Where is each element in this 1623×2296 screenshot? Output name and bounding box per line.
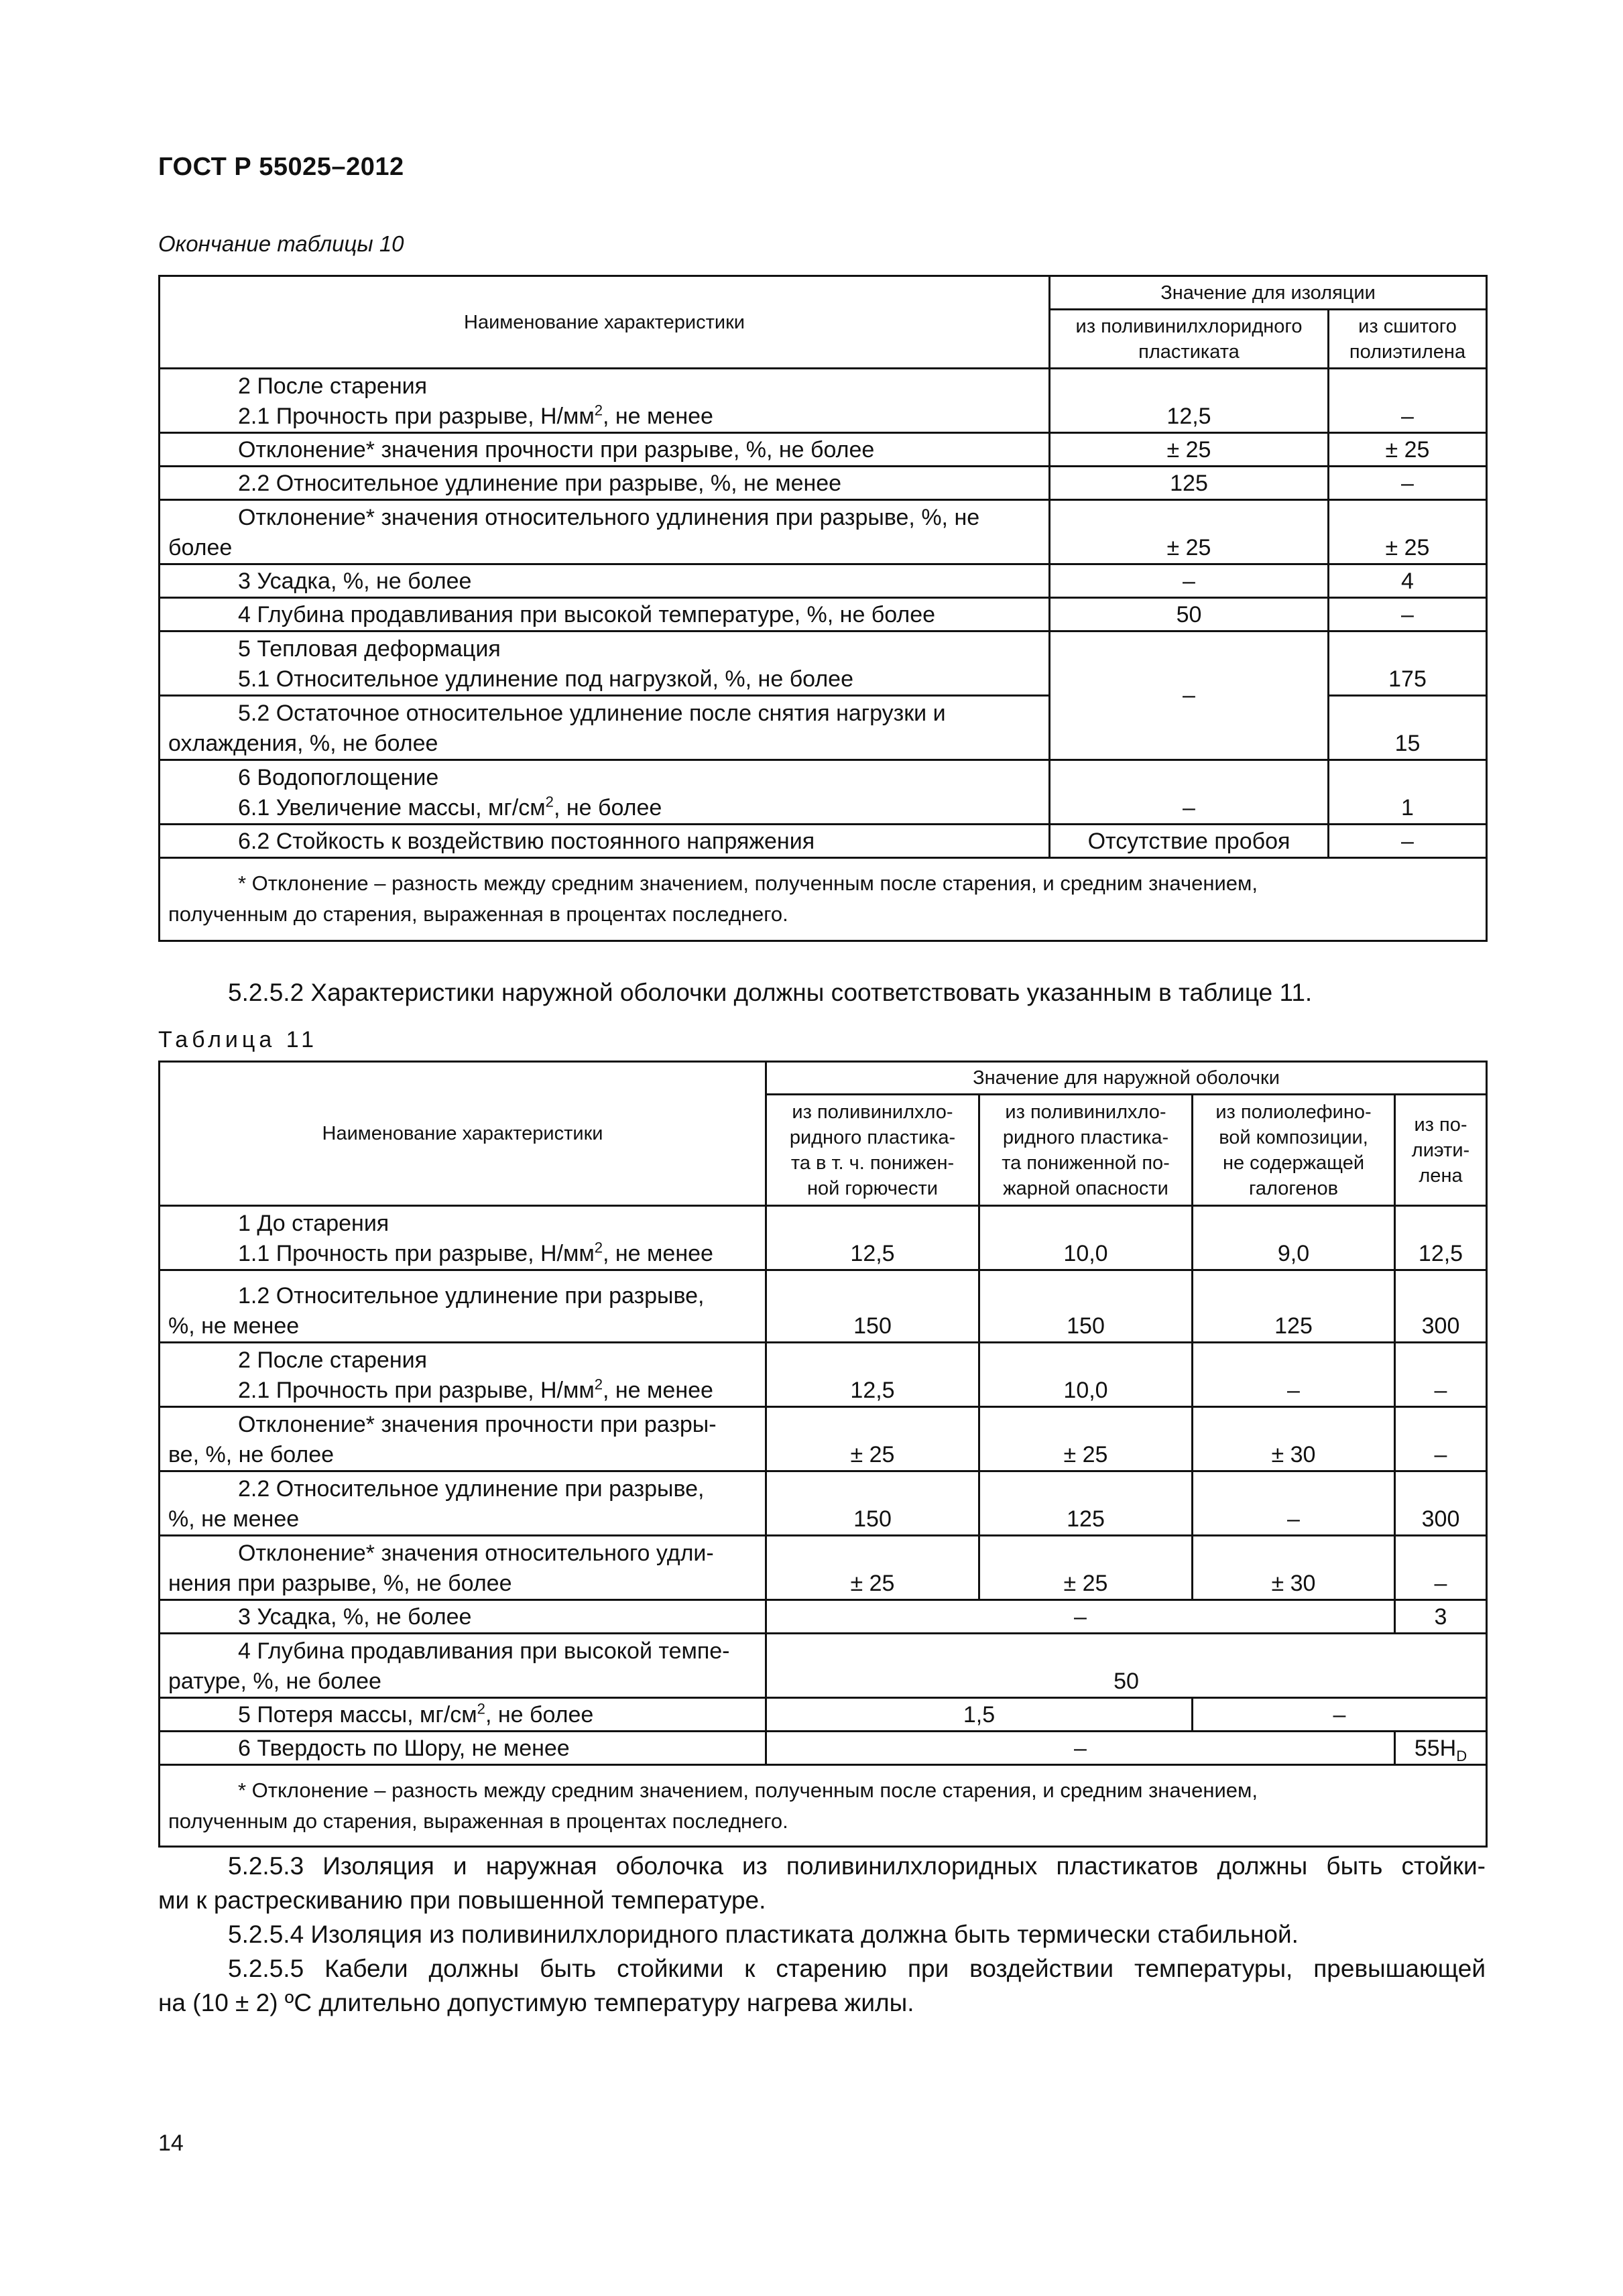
t11-cell: ± 25 bbox=[766, 1536, 979, 1600]
table-row bbox=[160, 1471, 1487, 1536]
t11-cell: ± 30 bbox=[1193, 1407, 1395, 1471]
t11-cell: – bbox=[1395, 1343, 1487, 1407]
table-row bbox=[160, 369, 1487, 433]
t11-cell-merged: – bbox=[766, 1600, 1395, 1634]
table-row bbox=[160, 1698, 1487, 1732]
t10-cell: – bbox=[1329, 825, 1487, 858]
t11-cell: 9,0 bbox=[1193, 1206, 1395, 1270]
table-row bbox=[160, 1343, 1487, 1407]
t11-cell-merged: 1,5 bbox=[766, 1698, 1193, 1732]
t11-cell: 12,5 bbox=[766, 1206, 979, 1270]
t11-cell: 150 bbox=[766, 1270, 979, 1343]
t10-cell: – bbox=[1050, 564, 1329, 598]
t10-cell: – bbox=[1050, 760, 1329, 825]
t11-cell: 150 bbox=[979, 1270, 1193, 1343]
table-row bbox=[160, 1732, 1487, 1765]
t11-group-header: Значение для наружной оболочки bbox=[766, 1062, 1487, 1095]
t10-col-xlpe: из сшитого полиэтилена bbox=[1329, 310, 1487, 369]
t10-row-name: Отклонение* значения прочности при разрыве, %, не более bbox=[160, 433, 1050, 467]
t11-row-name: 5 Потеря массы, $мг/см^2$, не более bbox=[160, 1698, 766, 1732]
t11-cell: 300 bbox=[1395, 1471, 1487, 1536]
t11-col-2: из поливинилхло- ридного пластика- та пониженной по- жарной опасности bbox=[979, 1095, 1193, 1206]
t11-row-name: 1 До старения 1.1 Прочность при разрыве, $Н/мм^2$, не менее bbox=[160, 1206, 766, 1270]
t11-row-name: 3 Усадка, %, не более bbox=[160, 1600, 766, 1634]
page-number: 14 bbox=[158, 2130, 184, 2156]
t10-cell: – bbox=[1329, 467, 1487, 500]
t10-cell: 1 bbox=[1329, 760, 1487, 825]
t11-cell-merged: – bbox=[766, 1732, 1395, 1765]
table-row bbox=[160, 631, 1487, 696]
t11-cell: ± 25 bbox=[979, 1536, 1193, 1600]
t10-cell: ± 25 bbox=[1050, 500, 1329, 564]
t11-cell: 12,5 bbox=[766, 1343, 979, 1407]
table-row bbox=[160, 500, 1487, 564]
t10-col-pvc: из поливинилхлоридного пластиката bbox=[1050, 310, 1329, 369]
table-row bbox=[160, 1206, 1487, 1270]
t11-cell: 10,0 bbox=[979, 1343, 1193, 1407]
t11-col-3: из полиолефино- вой композиции, не содержащей галогенов bbox=[1193, 1095, 1395, 1206]
t11-cell: 150 bbox=[766, 1471, 979, 1536]
t11-row-name: Отклонение* значения прочности при разры- ве, %, не более bbox=[160, 1407, 766, 1471]
t10-name-header: Наименование характеристики bbox=[160, 276, 1050, 369]
t11-cell: 3 bbox=[1395, 1600, 1487, 1634]
t10-cell-merged: – bbox=[1050, 631, 1329, 760]
table-row bbox=[160, 1600, 1487, 1634]
table-row bbox=[160, 1634, 1487, 1698]
t11-cell: ± 25 bbox=[979, 1407, 1193, 1471]
t11-col-1: из поливинилхло- ридного пластика- та в т. ч. понижен- ной горючести bbox=[766, 1095, 979, 1206]
t10-cell: – bbox=[1329, 598, 1487, 631]
table-row bbox=[160, 1270, 1487, 1343]
t10-row-name: 2.2 Относительное удлинение при разрыве, %, не менее bbox=[160, 467, 1050, 500]
t10-cell: 12,5 bbox=[1050, 369, 1329, 433]
t10-row-name: 3 Усадка, %, не более bbox=[160, 564, 1050, 598]
table-row bbox=[160, 1407, 1487, 1471]
t11-cell-merged: – bbox=[1193, 1698, 1487, 1732]
t10-row-name: 2 После старения 2.1 Прочность при разрыве, $Н/мм^2$, не менее bbox=[160, 369, 1050, 433]
paragraph-5-2-5-3: 5.2.5.3 Изоляция и наружная оболочка из поливинилхлоридных пластикатов должны быть стойки- ми к растрескиванию при повышенной температуре. bbox=[158, 1852, 1486, 1914]
t11-cell: $55H_D$ bbox=[1395, 1732, 1487, 1765]
t10-cell: ± 25 bbox=[1050, 433, 1329, 467]
table-row bbox=[160, 467, 1487, 500]
t11-cell: ± 30 bbox=[1193, 1536, 1395, 1600]
t11-cell: – bbox=[1395, 1407, 1487, 1471]
t11-cell: 125 bbox=[979, 1471, 1193, 1536]
table-row bbox=[160, 433, 1487, 467]
table-11 bbox=[158, 1061, 1488, 1848]
t11-row-name: 6 Твердость по Шору, не менее bbox=[160, 1732, 766, 1765]
table10-caption: Окончание таблицы 10 bbox=[158, 231, 404, 256]
paragraph-5-2-5-2: 5.2.5.2 Характеристики наружной оболочки должны соответствовать указанным в таблице 11. bbox=[228, 979, 1313, 1006]
table-row bbox=[160, 1536, 1487, 1600]
t10-cell: Отсутствие пробоя bbox=[1050, 825, 1329, 858]
paragraph-5-2-5-5: 5.2.5.5 Кабели должны быть стойкими к старению при воздействии температуры, превышающей на (10 ± 2) ºС длительно допустимую температуру нагрева жилы. bbox=[158, 1955, 1486, 2016]
t10-cell: ± 25 bbox=[1329, 433, 1487, 467]
table-row bbox=[160, 598, 1487, 631]
t11-cell: ± 25 bbox=[766, 1407, 979, 1471]
paragraph-5-2-5-4: 5.2.5.4 Изоляция из поливинилхлоридного пластиката должна быть термически стабильной. bbox=[228, 1921, 1299, 1948]
t11-cell: – bbox=[1395, 1536, 1487, 1600]
t10-group-header: Значение для изоляции bbox=[1050, 276, 1487, 310]
t11-cell: 125 bbox=[1193, 1270, 1395, 1343]
t11-row-name: Отклонение* значения относительного удли- нения при разрыве, %, не более bbox=[160, 1536, 766, 1600]
document-header: ГОСТ Р 55025–2012 bbox=[158, 153, 404, 181]
table-row bbox=[160, 760, 1487, 825]
table-row bbox=[160, 825, 1487, 858]
t11-col-4: из по- лиэти- лена bbox=[1395, 1095, 1487, 1206]
t10-row-name: 5 Тепловая деформация 5.1 Относительное удлинение под нагрузкой, %, не более bbox=[160, 631, 1050, 696]
t10-cell: ± 25 bbox=[1329, 500, 1487, 564]
t11-cell: – bbox=[1193, 1343, 1395, 1407]
t10-cell: 175 bbox=[1329, 631, 1487, 696]
t11-footnote: * Отклонение – разность между средним значением, полученным после старения, и средним значением, полученным до старения, выраженная в процентах последнего. bbox=[160, 1765, 1487, 1847]
t10-footnote: * Отклонение – разность между средним значением, полученным после старения, и средним значением, полученным до старения, выраженная в процентах последнего. bbox=[160, 858, 1487, 941]
t11-row-name: 1.2 Относительное удлинение при разрыве, %, не менее bbox=[160, 1270, 766, 1343]
t10-row-name: 4 Глубина продавливания при высокой температуре, %, не более bbox=[160, 598, 1050, 631]
t10-cell: – bbox=[1329, 369, 1487, 433]
table-row bbox=[160, 564, 1487, 598]
t11-row-name: 2.2 Относительное удлинение при разрыве, %, не менее bbox=[160, 1471, 766, 1536]
t10-cell: 125 bbox=[1050, 467, 1329, 500]
t10-cell: 4 bbox=[1329, 564, 1487, 598]
t11-cell: 12,5 bbox=[1395, 1206, 1487, 1270]
t11-row-name: 2 После старения 2.1 Прочность при разрыве, $Н/мм^2$, не менее bbox=[160, 1343, 766, 1407]
t10-row-name: 6.2 Стойкость к воздействию постоянного напряжения bbox=[160, 825, 1050, 858]
t10-cell: 15 bbox=[1329, 696, 1487, 760]
t10-row-name: 6 Водопоглощение 6.1 Увеличение массы, $мг/см^2$, не более bbox=[160, 760, 1050, 825]
t11-cell: – bbox=[1193, 1471, 1395, 1536]
t11-cell: 300 bbox=[1395, 1270, 1487, 1343]
t10-cell: 50 bbox=[1050, 598, 1329, 631]
t11-row-name: 4 Глубина продавливания при высокой темпе- ратуре, %, не более bbox=[160, 1634, 766, 1698]
t11-cell: 10,0 bbox=[979, 1206, 1193, 1270]
t10-row-name: Отклонение* значения относительного удлинения при разрыве, %, не более bbox=[160, 500, 1050, 564]
t11-cell-merged: 50 bbox=[766, 1634, 1487, 1698]
t10-row-name: 5.2 Остаточное относительное удлинение после снятия нагрузки и охлаждения, %, не более bbox=[160, 696, 1050, 760]
t11-name-header: Наименование характеристики bbox=[160, 1062, 766, 1206]
table-10 bbox=[158, 275, 1488, 942]
table11-label: Таблица 11 bbox=[158, 1027, 318, 1052]
